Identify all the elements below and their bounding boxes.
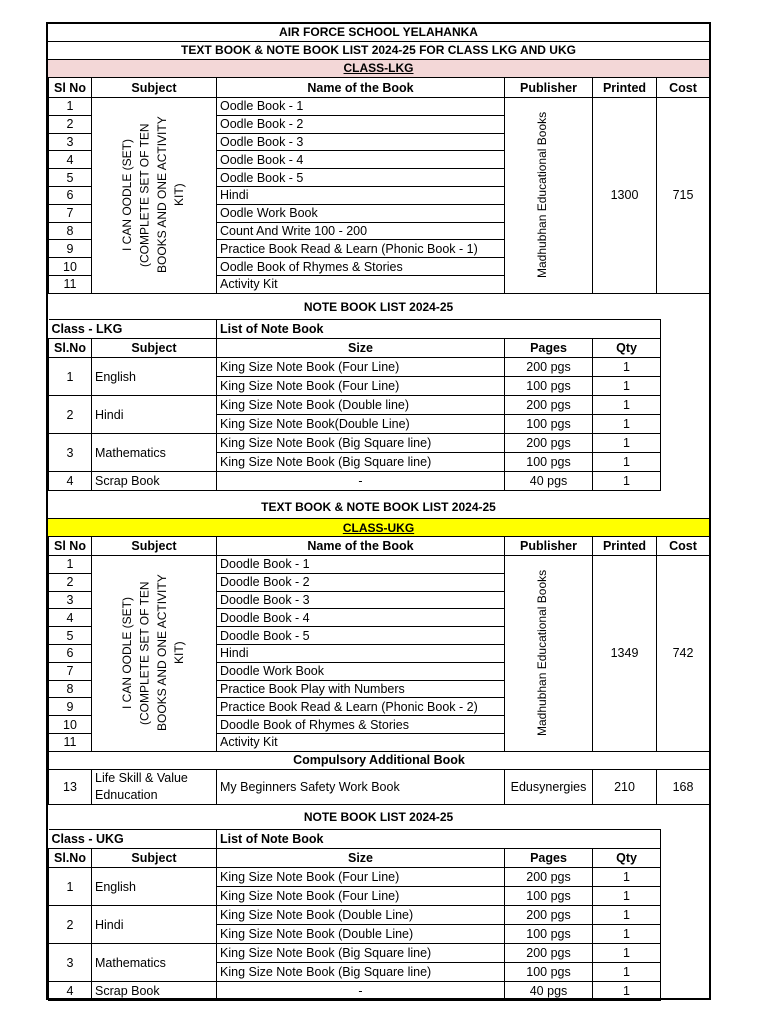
additional-subject: [92, 769, 217, 804]
notebook-subject: Hindi: [92, 906, 217, 944]
ukg-class-label: Class - UKG: [49, 830, 217, 849]
notebook-qty: 1: [593, 434, 661, 453]
book-name: Doodle Book - 4: [217, 609, 505, 627]
note-col-qty: Qty: [593, 849, 661, 868]
ukg-book-table: [48, 536, 710, 805]
col-printed: Printed: [593, 537, 657, 556]
book-slno: 7: [49, 662, 92, 680]
book-name: Oodle Work Book: [217, 204, 505, 222]
notebook-pages: 40 pgs: [505, 982, 593, 1001]
notebook-subject: English: [92, 868, 217, 906]
book-printed: 1300: [593, 98, 657, 294]
notebook-slno: 2: [49, 396, 92, 434]
additional-title-row: [49, 751, 710, 769]
subject-wrapper: [92, 110, 216, 280]
book-name: Activity Kit: [217, 733, 505, 751]
book-name: Count And Write 100 - 200: [217, 222, 505, 240]
notebook-pages: 200 pgs: [505, 434, 593, 453]
lkg-class-label-row: [49, 320, 661, 339]
col-printed: Printed: [593, 78, 657, 98]
additional-slno: 13: [49, 769, 92, 804]
book-name: Oodle Book - 2: [217, 115, 505, 133]
ukg-notebook-table: [48, 829, 661, 1001]
notebook-qty: 1: [593, 396, 661, 415]
notebook-slno: 1: [49, 358, 92, 396]
book-row: [49, 556, 710, 574]
book-publisher: [505, 98, 593, 294]
notebook-qty: 1: [593, 982, 661, 1001]
notebook-size: King Size Note Book (Four Line): [217, 358, 505, 377]
notebook-pages: 100 pgs: [505, 887, 593, 906]
book-name: Hindi: [217, 644, 505, 662]
note-col-subject: Subject: [92, 849, 217, 868]
notebook-size: King Size Note Book (Double line): [217, 396, 505, 415]
publisher-vertical-text: Madhubhan Educational Books: [534, 570, 549, 737]
notebook-size: King Size Note Book(Double Line): [217, 415, 505, 434]
note-col-size: Size: [217, 339, 505, 358]
notebook-pages: 200 pgs: [505, 906, 593, 925]
ukg-class-label-row: [49, 830, 661, 849]
book-slno: 2: [49, 573, 92, 591]
list-title: TEXT BOOK & NOTE BOOK LIST 2024-25 FOR CLASS LKG AND UKG: [48, 41, 709, 59]
note-col-pages: Pages: [505, 849, 593, 868]
notebook-subject: Mathematics: [92, 434, 217, 472]
book-slno: 7: [49, 204, 92, 222]
notebook-pages: 100 pgs: [505, 963, 593, 982]
lkg-notebook-title: NOTE BOOK LIST 2024-25: [303, 300, 454, 314]
book-row: [49, 98, 710, 116]
notebook-row: [49, 396, 661, 415]
notebook-size: King Size Note Book (Big Square line): [217, 453, 505, 472]
notebook-size: King Size Note Book (Big Square line): [217, 434, 505, 453]
notebook-row: [49, 868, 661, 887]
lkg-note-header-row: [49, 339, 661, 358]
notebook-pages: 200 pgs: [505, 358, 593, 377]
publisher-wrapper: [505, 563, 592, 743]
col-publisher: Publisher: [505, 78, 593, 98]
additional-publisher: Edusynergies: [505, 769, 593, 804]
col-publisher: Publisher: [505, 537, 593, 556]
book-set-subject: [92, 98, 217, 294]
notebook-pages: 40 pgs: [505, 472, 593, 491]
notebook-slno: 4: [49, 982, 92, 1001]
book-name: Doodle Book - 3: [217, 591, 505, 609]
notebook-row: [49, 472, 661, 491]
notebook-row: [49, 944, 661, 963]
notebook-subject: Scrap Book: [92, 472, 217, 491]
book-cost: 715: [657, 98, 710, 294]
notebook-qty: 1: [593, 925, 661, 944]
notebook-slno: 4: [49, 472, 92, 491]
class-ukg-heading: CLASS-UKG: [48, 519, 709, 537]
note-col-qty: Qty: [593, 339, 661, 358]
notebook-row: [49, 358, 661, 377]
notebook-size: -: [217, 472, 505, 491]
book-name: Oodle Book - 4: [217, 151, 505, 169]
book-slno: 2: [49, 115, 92, 133]
notebook-size: King Size Note Book (Big Square line): [217, 963, 505, 982]
book-name: Oodle Book - 5: [217, 169, 505, 187]
additional-book-name: My Beginners Safety Work Book: [217, 769, 505, 804]
additional-printed: 210: [593, 769, 657, 804]
notebook-subject: Scrap Book: [92, 982, 217, 1001]
book-name: Activity Kit: [217, 275, 505, 293]
book-name: Practice Book Read & Learn (Phonic Book - 1): [217, 240, 505, 258]
notebook-pages: 100 pgs: [505, 925, 593, 944]
book-printed: 1349: [593, 556, 657, 752]
additional-cost: 168: [657, 769, 710, 804]
book-slno: 3: [49, 133, 92, 151]
ukg-note-header-row: [49, 849, 661, 868]
col-book-name: Name of the Book: [217, 78, 505, 98]
notebook-pages: 100 pgs: [505, 415, 593, 434]
ukg-list-title: TEXT BOOK & NOTE BOOK LIST 2024-25: [261, 500, 496, 514]
class-lkg-heading: CLASS-LKG: [48, 59, 709, 77]
notebook-row: [49, 982, 661, 1001]
book-slno: 11: [49, 275, 92, 293]
book-slno: 11: [49, 733, 92, 751]
notebook-qty: 1: [593, 472, 661, 491]
lkg-class-label: Class - LKG: [49, 320, 217, 339]
notebook-qty: 1: [593, 944, 661, 963]
notebook-qty: 1: [593, 415, 661, 434]
notebook-subject: Mathematics: [92, 944, 217, 982]
notebook-size: King Size Note Book (Double Line): [217, 925, 505, 944]
book-name: Oodle Book - 3: [217, 133, 505, 151]
book-slno: 10: [49, 258, 92, 276]
notebook-slno: 3: [49, 434, 92, 472]
book-name: Practice Book Read & Learn (Phonic Book - 2): [217, 698, 505, 716]
notebook-qty: 1: [593, 868, 661, 887]
notebook-pages: 200 pgs: [505, 396, 593, 415]
book-name: Practice Book Play with Numbers: [217, 680, 505, 698]
subject-vertical-text: I CAN OODLE (SET) (COMPLETE SET OF TEN BOOKS AND ONE ACTIVITY KIT): [120, 575, 187, 732]
notebook-row: [49, 906, 661, 925]
note-col-slno: Sl.No: [49, 849, 92, 868]
notebook-size: King Size Note Book (Four Line): [217, 868, 505, 887]
title-block: [48, 24, 709, 78]
book-slno: 8: [49, 680, 92, 698]
book-name: Doodle Book - 1: [217, 556, 505, 574]
publisher-wrapper: [505, 105, 592, 285]
ukg-notebook-title: NOTE BOOK LIST 2024-25: [303, 810, 454, 824]
col-subject: Subject: [92, 78, 217, 98]
notebook-qty: 1: [593, 887, 661, 906]
additional-subject-line1: Life Skill & Value: [95, 770, 188, 785]
subject-wrapper: [92, 568, 216, 738]
note-col-size: Size: [217, 849, 505, 868]
book-slno: 3: [49, 591, 92, 609]
book-slno: 10: [49, 716, 92, 734]
col-cost: Cost: [657, 78, 710, 98]
note-col-slno: Sl.No: [49, 339, 92, 358]
col-subject: Subject: [92, 537, 217, 556]
notebook-qty: 1: [593, 906, 661, 925]
notebook-row: [49, 434, 661, 453]
school-name: AIR FORCE SCHOOL YELAHANKA: [48, 24, 709, 41]
notebook-size: King Size Note Book (Four Line): [217, 377, 505, 396]
book-slno: 5: [49, 627, 92, 645]
book-name: Doodle Book - 5: [217, 627, 505, 645]
book-slno: 9: [49, 240, 92, 258]
notebook-size: King Size Note Book (Big Square line): [217, 944, 505, 963]
book-set-subject: [92, 556, 217, 752]
book-list-sheet: [46, 22, 711, 1000]
note-col-subject: Subject: [92, 339, 217, 358]
additional-book-row: [49, 769, 710, 804]
publisher-vertical-text: Madhubhan Educational Books: [534, 112, 549, 279]
notebook-qty: 1: [593, 358, 661, 377]
notebook-subject: English: [92, 358, 217, 396]
notebook-size: -: [217, 982, 505, 1001]
notebook-slno: 1: [49, 868, 92, 906]
note-col-pages: Pages: [505, 339, 593, 358]
notebook-subject: Hindi: [92, 396, 217, 434]
book-slno: 4: [49, 609, 92, 627]
lkg-book-table: [48, 77, 710, 294]
book-slno: 1: [49, 556, 92, 574]
book-name: Doodle Book - 2: [217, 573, 505, 591]
book-name: Hindi: [217, 186, 505, 204]
notebook-pages: 200 pgs: [505, 944, 593, 963]
col-cost: Cost: [657, 537, 710, 556]
notebook-pages: 200 pgs: [505, 868, 593, 887]
book-slno: 4: [49, 151, 92, 169]
book-name: Oodle Book of Rhymes & Stories: [217, 258, 505, 276]
book-name: Doodle Book of Rhymes & Stories: [217, 716, 505, 734]
book-slno: 1: [49, 98, 92, 116]
book-slno: 9: [49, 698, 92, 716]
notebook-pages: 100 pgs: [505, 377, 593, 396]
notebook-slno: 2: [49, 906, 92, 944]
book-slno: 6: [49, 644, 92, 662]
lkg-notebook-table: [48, 319, 661, 491]
book-slno: 5: [49, 169, 92, 187]
book-slno: 8: [49, 222, 92, 240]
book-slno: 6: [49, 186, 92, 204]
book-publisher: [505, 556, 593, 752]
book-cost: 742: [657, 556, 710, 752]
lkg-list-label: List of Note Book: [217, 320, 661, 339]
notebook-qty: 1: [593, 963, 661, 982]
book-name: Doodle Work Book: [217, 662, 505, 680]
book-name: Oodle Book - 1: [217, 98, 505, 116]
notebook-slno: 3: [49, 944, 92, 982]
additional-subject-line2: Ednucation: [95, 787, 158, 802]
additional-title: Compulsory Additional Book: [49, 751, 710, 769]
notebook-qty: 1: [593, 453, 661, 472]
notebook-pages: 100 pgs: [505, 453, 593, 472]
col-slno: Sl No: [49, 78, 92, 98]
notebook-size: King Size Note Book (Double Line): [217, 906, 505, 925]
notebook-size: King Size Note Book (Four Line): [217, 887, 505, 906]
subject-vertical-text: I CAN OODLE (SET) (COMPLETE SET OF TEN BOOKS AND ONE ACTIVITY KIT): [120, 117, 187, 274]
lkg-book-header-row: [49, 78, 710, 98]
col-slno: Sl No: [49, 537, 92, 556]
ukg-book-header-row: [49, 537, 710, 556]
col-book-name: Name of the Book: [217, 537, 505, 556]
notebook-qty: 1: [593, 377, 661, 396]
ukg-heading-table: [48, 518, 709, 537]
ukg-list-label: List of Note Book: [217, 830, 661, 849]
